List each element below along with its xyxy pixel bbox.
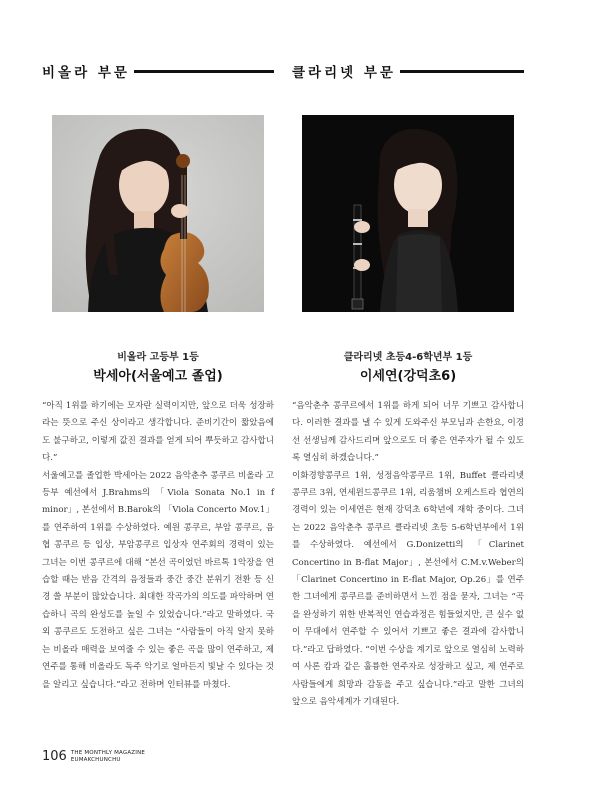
clarinet-article-body [292,398,524,711]
clarinet-winner-name: 이세연(강덕초6) [359,369,457,384]
viola-category: 비올라 고등부 1등 [117,352,199,363]
viola-section-title: 비올라 부문 [42,65,130,81]
clarinet-quote-paragraph: “음악춘추 콩쿠르에서 1위를 하게 되어 너무 기쁘고 감사합니다. 이러한 결과를 낼 수 있게 도와주신 부모님과 손한요, 이경선 선생님께 감사드리며 앞으로도 더 좋은 연주자가 될 수 있도록 열심히 하겠습니다.” [292,401,524,464]
magazine-title-line1: THE MONTHLY MAGAZINE [70,750,146,756]
viola-quote-paragraph: “아직 1위를 하기에는 모자란 실력이지만, 앞으로 더욱 성장하라는 뜻으로 주신 상이라고 생각합니다. 준비기간이 짧았음에도 불구하고, 이렇게 값진 결과를 얻게 되어 뿌듯하고 감사합니다.” [42,401,274,464]
viola-winner-name: 박세아(서울예고 졸업) [93,369,223,384]
clarinet-article-paragraph: 이화경향콩쿠르 1위, 성정음악콩쿠르 1위, Buffet 클라리넷 콩쿠르 3위, 연세윈드콩쿠르 1위, 리움챔버 오케스트라 협연의 경력이 있는 이세연은 현재 강덕초 6학년에 재학 중이다. 그녀는 2022 음악춘추 콩쿠르 클라리넷 초등 5-6학년부에서 1위를 수상하였다. 예선에서 G.Donizetti의 「Clarinet Concertino in B-flat Major」, 본선에서 C.M.v.Weber의 「Clarinet Concertino in E-flat Major, Op.26」를 연주한 그녀에게 콩쿠르를 준비하면서 느낀 점을 묻자, 그녀는 “곡을 완성하기 위한 반복적인 연습과정은 힘들었지만, 큰 실수 없이 무대에서 연주할 수 있어서 기쁘고 좋은 결과에 감사합니다.”라고 답하였다. “이번 수상을 계기로 앞으로 열심히 노력하여 사론 캄과 같은 훌륭한 연주자로 성장하고 싶고, 제 연주로 사람들에게 희망과 감동을 주고 싶습니다.”라고 말한 그녀의 앞으로 음악세계가 기대된다. [292,470,524,707]
clarinet-category: 클라리넷 초등4-6학년부 1등 [343,352,473,363]
section-rule [134,70,274,73]
viola-section-header [42,60,274,82]
viola-article-body [42,398,274,694]
page-number: 106 [42,749,67,764]
magazine-title [71,750,145,763]
clarinet-section-header [292,60,524,82]
page-footer [42,749,145,764]
magazine-title-line2: EUMAKCHUNCHU [70,756,121,763]
clarinetist-portrait-photo [302,115,514,312]
section-rule [400,70,524,73]
viola-article-paragraph: 서울예고를 졸업한 박세아는 2022 음악춘추 콩쿠르 비올라 고등부 예선에서 J.Brahms의 「Viola Sonata No.1 in f minor」, 본선에서 B.Barok의 「Viola Concerto Mov.1」를 연주하여 1위를 수상하였다. 예원 콩쿠르, 부암 콩쿠르, 음협 콩쿠르 등 입상, 부암콩쿠르 입상자 연주회의 경력이 있는 그녀는 이번 콩쿠르에 대해 “본선 곡이었던 바르톡 1악장을 연습할 때는 반음 간격의 음정들과 중간 중간 분위기 전환 등 신경 쓸 부분이 많았습니다. 최대한 작곡가의 의도를 파악하며 연습하니 곡의 완성도를 높일 수 있었습니다.”라고 말하였다. 국외 콩쿠르도 도전하고 싶은 그녀는 “사람들이 아직 알지 못하는 비올라 매력을 보여줄 수 있는 좋은 곡을 많이 연주하고, 제 연주를 통해 비올라도 독주 악기로 얼마든지 빛날 수 있다는 것을 알리고 싶습니다.”라고 전하며 인터뷰를 마쳤다. [42,470,274,690]
violist-portrait-photo [52,115,264,312]
clarinet-section-title: 클라리넷 부문 [292,65,396,81]
